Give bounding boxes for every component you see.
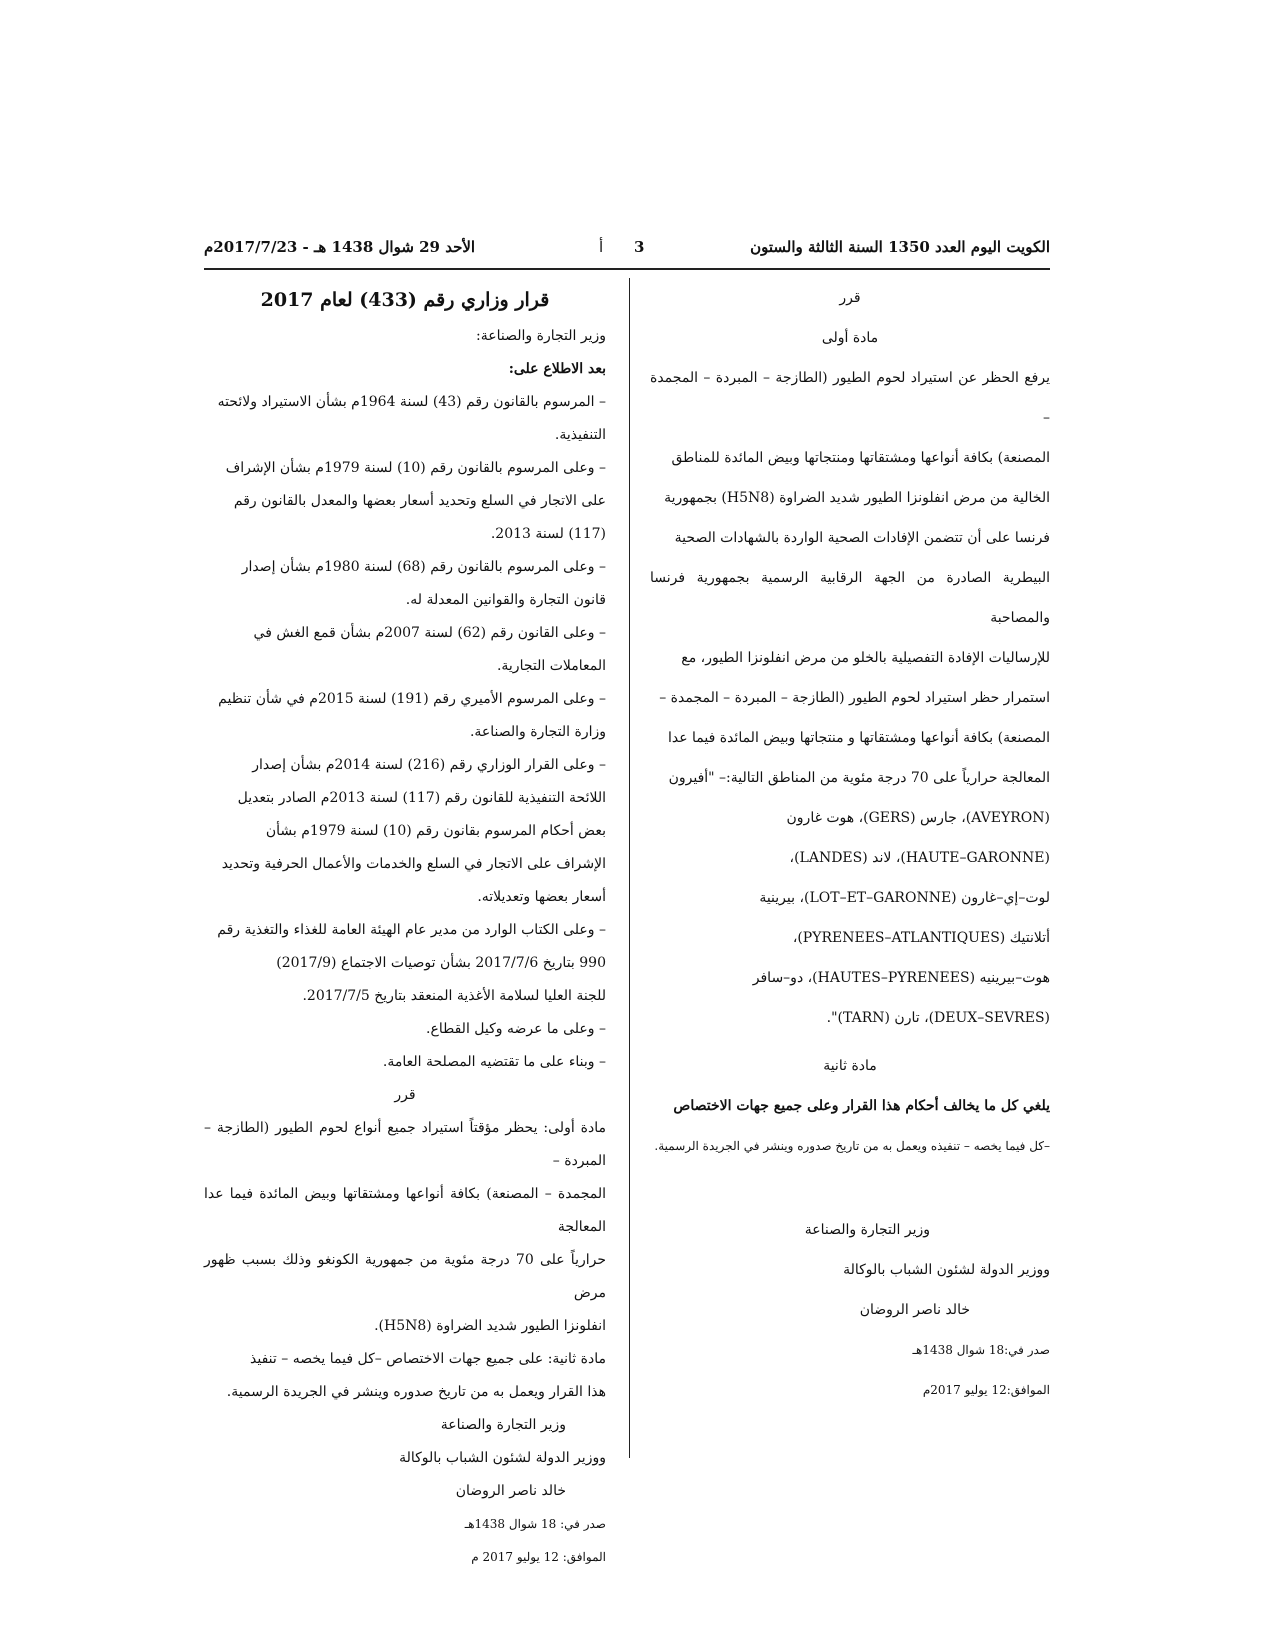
article2-line: –كل فيما يخصه – تنفيذه ويعمل به من تاريخ صدوره وينشر في الجريدة الرسمية. [654, 1139, 1050, 1153]
text-line: قانون التجارة والقوانين المعدلة له. [405, 592, 606, 608]
text-line: المعالجة حرارياً على 70 درجة مئوية من المناطق التالية:– "أفيرون [668, 770, 1050, 786]
text-line: على الاتجار في السلع وتحديد أسعار بعضها والمعدل بالقانون رقم [233, 493, 606, 509]
text-line: حرارياً على 70 درجة مئوية من جمهورية الكونغو وذلك بسبب ظهور مرض [204, 1252, 606, 1301]
text-line: أسعار بعضها وتعديلاته. [477, 889, 606, 905]
text-line: اللائحة التنفيذية للقانون رقم (117) لسنة 2013م الصادر بتعديل [237, 790, 606, 806]
header-issue: الكويت اليوم العدد 1350 السنة الثالثة والستون [750, 238, 1050, 256]
signature-minister-2: ووزير الدولة لشئون الشباب بالوكالة [843, 1262, 1050, 1278]
text-line: البيطرية الصادرة من الجهة الرقابية الرسمية بجمهورية فرنسا والمصاحبة [650, 570, 1050, 626]
corresponding-date: الموافق:12 يوليو 2017م [922, 1383, 1050, 1397]
decided-heading: قرر [839, 290, 861, 306]
issued-date: صدر في:18 شوال 1438هـ [912, 1343, 1050, 1357]
minister-intro: وزير التجارة والصناعة: [476, 328, 606, 344]
text-line: – وعلى القانون رقم (62) لسنة 2007م بشأن قمع الغش في [253, 625, 606, 641]
column-divider [629, 278, 630, 1458]
text-line: – وعلى المرسوم بالقانون رقم (10) لسنة 1979م بشأن الإشراف [225, 460, 606, 476]
signature-minister-2: ووزير الدولة لشئون الشباب بالوكالة [399, 1450, 606, 1466]
text-line: أتلانتيك (PYRENEES–ATLANTIQUES)، [792, 930, 1050, 946]
text-line: المصنعة) بكافة أنواعها ومشتقاتها و منتجاتها وبيض المائدة فيما عدا [667, 730, 1050, 746]
text-line: المعاملات التجارية. [496, 658, 606, 674]
page-header [204, 238, 1050, 264]
text-line: مادة ثانية: على جميع جهات الاختصاص –كل فيما يخصه – تنفيذ [250, 1351, 606, 1367]
header-date: الأحد 29 شوال 1438 هـ - 2017/7/23م [204, 238, 476, 256]
text-line: (DEUX–SEVRES)، تارن (TARN)". [826, 1010, 1050, 1026]
article2-line: يلغي كل ما يخالف أحكام هذا القرار وعلى جميع جهات الاختصاص [673, 1098, 1050, 1114]
left-column [204, 280, 606, 1574]
text-line: هوت–بيرينيه (HAUTES–PYRENEES)، دو–سافر [752, 970, 1050, 986]
text-line: – وعلى القرار الوزاري رقم (216) لسنة 2014م بشأن إصدار [252, 757, 606, 773]
text-line: 990 بتاريخ 2017/7/6 بشأن توصيات الاجتماع (2017/9) [276, 955, 606, 971]
text-line: – وعلى ما عرضه وكيل القطاع. [426, 1021, 606, 1037]
text-line: بعض أحكام المرسوم بقانون رقم (10) لسنة 1979م بشأن [265, 823, 606, 839]
text-line: الإشراف على الاتجار في السلع والخدمات والأعمال الحرفية وتحديد [221, 856, 606, 872]
text-line: – وعلى الكتاب الوارد من مدير عام الهيئة العامة للغذاء والتغذية رقم [217, 922, 606, 938]
right-column [650, 278, 1050, 1410]
articles-body [204, 1112, 606, 1409]
header-divider [204, 268, 1050, 270]
text-line: هذا القرار ويعمل به من تاريخ صدوره وينشر في الجريدة الرسمية. [226, 1384, 606, 1400]
preamble-body [204, 386, 606, 1079]
article2-heading: مادة ثانية [823, 1058, 877, 1074]
text-line: يرفع الحظر عن استيراد لحوم الطيور (الطازجة – المبردة – المجمدة – [650, 370, 1050, 426]
text-line: وزارة التجارة والصناعة. [469, 724, 606, 740]
issued-date: صدر في: 18 شوال 1438هـ [464, 1517, 606, 1531]
text-line: للجنة العليا لسلامة الأغذية المنعقد بتاريخ 2017/7/5. [302, 988, 606, 1004]
after-review: بعد الاطلاع على: [508, 361, 606, 377]
text-line: المجمدة – المصنعة) بكافة أنواعها ومشتقاتها وبيض المائدة فيما عدا المعالجة [204, 1186, 606, 1235]
signature-name: خالد ناصر الروضان [859, 1302, 970, 1318]
text-line: للإرساليات الإفادة التفصيلية بالخلو من مرض انفلونزا الطيور، مع [681, 650, 1050, 666]
signature-name: خالد ناصر الروضان [455, 1483, 566, 1499]
article1-body [650, 358, 1050, 1038]
article1-heading: مادة أولى [821, 330, 879, 346]
text-line: مادة أولى: يحظر مؤقتاً استيراد جميع أنواع لحوم الطيور (الطازجة – المبردة – [204, 1120, 606, 1169]
text-line: فرنسا على أن تتضمن الإفادات الصحية الواردة بالشهادات الصحية [674, 530, 1050, 546]
signature-minister: وزير التجارة والصناعة [804, 1222, 930, 1238]
text-line: لوت–إي–غارون (LOT–ET–GARONNE)، بيرينية [759, 890, 1050, 906]
text-line: المصنعة) بكافة أنواعها ومشتقاتها ومنتجاتها وبيض المائدة للمناطق [671, 450, 1050, 466]
text-line: – وعلى المرسوم الأميري رقم (191) لسنة 2015م في شأن تنظيم [218, 691, 606, 707]
text-line: (117) لسنة 2013. [490, 526, 606, 542]
text-line: (HAUTE–GARONNE)، لاند (LANDES)، [789, 850, 1050, 866]
text-line: – وعلى المرسوم بالقانون رقم (68) لسنة 1980م بشأن إصدار [241, 559, 606, 575]
decree-title: قرار وزاري رقم (433) لعام 2017 [260, 289, 550, 311]
text-line: – المرسوم بالقانون رقم (43) لسنة 1964م بشأن الاستيراد ولائحته [217, 394, 606, 410]
signature-minister: وزير التجارة والصناعة [440, 1417, 566, 1433]
text-line: (AVEYRON)، جارس (GERS)، هوت غارون [786, 810, 1050, 826]
text-line: – وبناء على ما تقتضيه المصلحة العامة. [382, 1054, 606, 1070]
text-line: استمرار حظر استيراد لحوم الطيور (الطازجة – المبردة – المجمدة – [659, 690, 1050, 706]
corresponding-date: الموافق: 12 يوليو 2017 م [471, 1550, 606, 1564]
page-number: 3 [634, 238, 645, 256]
text-line: انفلونزا الطيور شديد الضراوة (H5N8). [374, 1318, 606, 1334]
decided-heading: قرر [394, 1087, 416, 1103]
text-line: التنفيذية. [554, 427, 606, 443]
text-line: الخالية من مرض انفلونزا الطيور شديد الضراوة (H5N8) بجمهورية [664, 490, 1050, 506]
section-letter: أ [599, 238, 604, 256]
